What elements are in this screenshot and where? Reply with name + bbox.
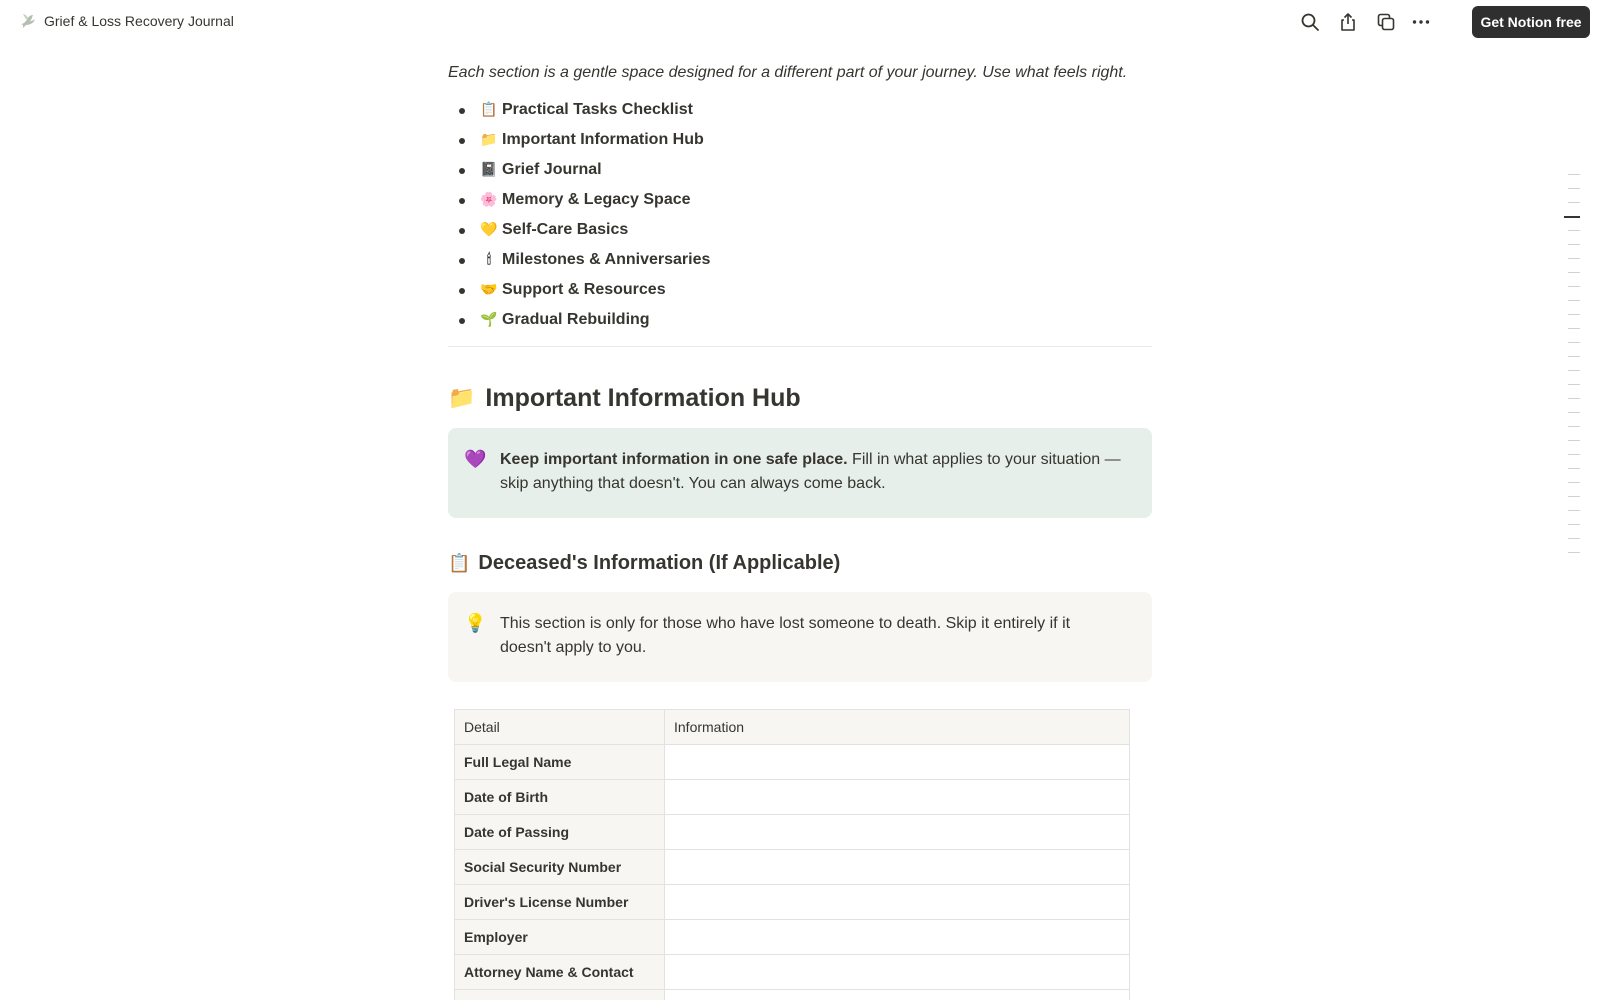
callout-bold-text: Keep important information in one safe place.: [500, 451, 848, 468]
table-cell-label: Date of Birth: [455, 780, 665, 815]
outline-tick[interactable]: [1568, 412, 1580, 413]
table-cell-label: Social Security Number: [455, 850, 665, 885]
table-cell-value[interactable]: [665, 920, 1130, 955]
outline-tick[interactable]: [1568, 314, 1580, 315]
folder-icon: 📁: [480, 132, 498, 148]
bullet: [459, 258, 465, 264]
table-cell-value[interactable]: [665, 955, 1130, 990]
note-callout: [448, 592, 1152, 682]
toc-link[interactable]: Support & Resources: [502, 281, 666, 298]
outline-tick[interactable]: [1568, 552, 1580, 553]
toc-item-grief-journal[interactable]: [448, 155, 1152, 185]
duplicate-icon[interactable]: [1375, 11, 1397, 33]
candle-icon: 🕯: [487, 252, 491, 268]
outline-tick[interactable]: [1568, 272, 1580, 273]
outline-tick[interactable]: [1568, 496, 1580, 497]
table-row: [455, 955, 1130, 990]
table-row: [455, 920, 1130, 955]
callout-body-text: Fill in what applies to your situation — skip anything that doesn't. You can always come back.: [500, 451, 1121, 492]
section-title: Important Information Hub: [485, 383, 801, 412]
outline-tick[interactable]: [1568, 174, 1580, 175]
dove-icon: [19, 12, 37, 30]
handshake-icon: 🤝: [480, 282, 498, 298]
outline-tick[interactable]: [1568, 398, 1580, 399]
toc-link[interactable]: Gradual Rebuilding: [502, 311, 650, 328]
bullet: [459, 108, 465, 114]
toc-link[interactable]: Important Information Hub: [502, 131, 704, 148]
folder-icon: 📁: [448, 385, 476, 411]
outline-tick[interactable]: [1568, 300, 1580, 301]
table-row: [455, 990, 1130, 1000]
share-icon[interactable]: [1337, 11, 1359, 33]
page-breadcrumb-title: Grief & Loss Recovery Journal: [44, 13, 234, 29]
outline-tick[interactable]: [1568, 482, 1580, 483]
table-header-row: [455, 710, 1130, 745]
outline-tick[interactable]: [1568, 202, 1580, 203]
outline-tick-active[interactable]: [1564, 216, 1580, 218]
outline-tick[interactable]: [1568, 440, 1580, 441]
purple-heart-icon: 💜: [464, 449, 487, 470]
callout-text: This section is only for those who have lost someone to death. Skip it entirely if it doesn't apply to you.: [500, 615, 1071, 656]
search-icon[interactable]: [1299, 11, 1321, 33]
outline-tick[interactable]: [1568, 538, 1580, 539]
page-content: [448, 56, 1152, 682]
outline-tick[interactable]: [1568, 468, 1580, 469]
top-bar: [0, 0, 1600, 44]
callout-text: [500, 448, 1124, 498]
seedling-icon: 🌱: [480, 312, 498, 328]
toc-item-milestones[interactable]: [448, 245, 1152, 275]
table-cell-value[interactable]: [665, 850, 1130, 885]
toc-link[interactable]: Self-Care Basics: [502, 221, 629, 238]
toc-link[interactable]: Grief Journal: [502, 161, 602, 178]
outline-tick[interactable]: [1568, 230, 1580, 231]
bullet: [459, 288, 465, 294]
table-cell-label: Full Legal Name: [455, 745, 665, 780]
flower-icon: 🌸: [480, 192, 498, 208]
table-of-contents: [448, 95, 1152, 335]
toc-item-practical-tasks[interactable]: [448, 95, 1152, 125]
outline-tick[interactable]: [1568, 356, 1580, 357]
outline-tick[interactable]: [1568, 454, 1580, 455]
outline-tick[interactable]: [1568, 342, 1580, 343]
table-cell-label: Date of Passing: [455, 815, 665, 850]
outline-tick[interactable]: [1568, 426, 1580, 427]
table-row: [455, 745, 1130, 780]
outline-tick[interactable]: [1568, 244, 1580, 245]
info-callout: [448, 428, 1152, 518]
bullet: [459, 318, 465, 324]
table-row: [455, 780, 1130, 815]
toc-item-information-hub[interactable]: [448, 125, 1152, 155]
divider: [448, 346, 1152, 347]
table-row: [455, 815, 1130, 850]
bullet: [459, 228, 465, 234]
table-cell-value[interactable]: [665, 990, 1130, 1000]
toc-item-rebuilding[interactable]: [448, 305, 1152, 335]
bullet: [459, 168, 465, 174]
outline-tick[interactable]: [1568, 370, 1580, 371]
outline-tick[interactable]: [1568, 384, 1580, 385]
outline-tick[interactable]: [1568, 258, 1580, 259]
deceased-info-table: [454, 709, 1130, 1000]
toc-item-self-care[interactable]: [448, 215, 1152, 245]
toc-link[interactable]: Practical Tasks Checklist: [502, 101, 693, 118]
table-cell-label: Driver's License Number: [455, 885, 665, 920]
bullet: [459, 138, 465, 144]
table-row: [455, 850, 1130, 885]
subsection-title: Deceased's Information (If Applicable): [478, 551, 841, 574]
table-cell-label: Attorney Name & Contact: [455, 955, 665, 990]
section-heading: [448, 382, 1152, 414]
toc-link[interactable]: Milestones & Anniversaries: [502, 251, 711, 268]
toc-item-support[interactable]: [448, 275, 1152, 305]
toc-item-memory-legacy[interactable]: [448, 185, 1152, 215]
toc-link[interactable]: Memory & Legacy Space: [502, 191, 691, 208]
notebook-icon: 📓: [480, 162, 498, 178]
table-cell-label: [455, 990, 665, 1000]
outline-tick[interactable]: [1568, 510, 1580, 511]
clipboard-icon: 📋: [480, 102, 498, 118]
table-header-cell: Information: [665, 710, 1130, 745]
clipboard-icon: 📋: [448, 552, 471, 574]
table-header-cell: Detail: [455, 710, 665, 745]
outline-tick[interactable]: [1568, 524, 1580, 525]
more-icon[interactable]: [1410, 11, 1432, 33]
table-cell-value[interactable]: [665, 780, 1130, 815]
bullet: [459, 198, 465, 204]
table-cell-label: Employer: [455, 920, 665, 955]
lightbulb-icon: 💡: [464, 613, 487, 634]
breadcrumb[interactable]: [19, 12, 234, 30]
outline-tick[interactable]: [1568, 328, 1580, 329]
intro-text: Each section is a gentle space designed for a different part of your journey. Use what feels right.: [448, 64, 1128, 81]
outline-tick[interactable]: [1568, 188, 1580, 189]
table-cell-value[interactable]: [665, 745, 1130, 780]
subsection-heading: [448, 549, 1152, 577]
heart-icon: 💛: [480, 222, 498, 238]
outline-tick[interactable]: [1568, 286, 1580, 287]
table-cell-value[interactable]: [665, 885, 1130, 920]
get-notion-free-button[interactable]: Get Notion free: [1472, 6, 1590, 38]
table-row: [455, 885, 1130, 920]
table-cell-value[interactable]: [665, 815, 1130, 850]
